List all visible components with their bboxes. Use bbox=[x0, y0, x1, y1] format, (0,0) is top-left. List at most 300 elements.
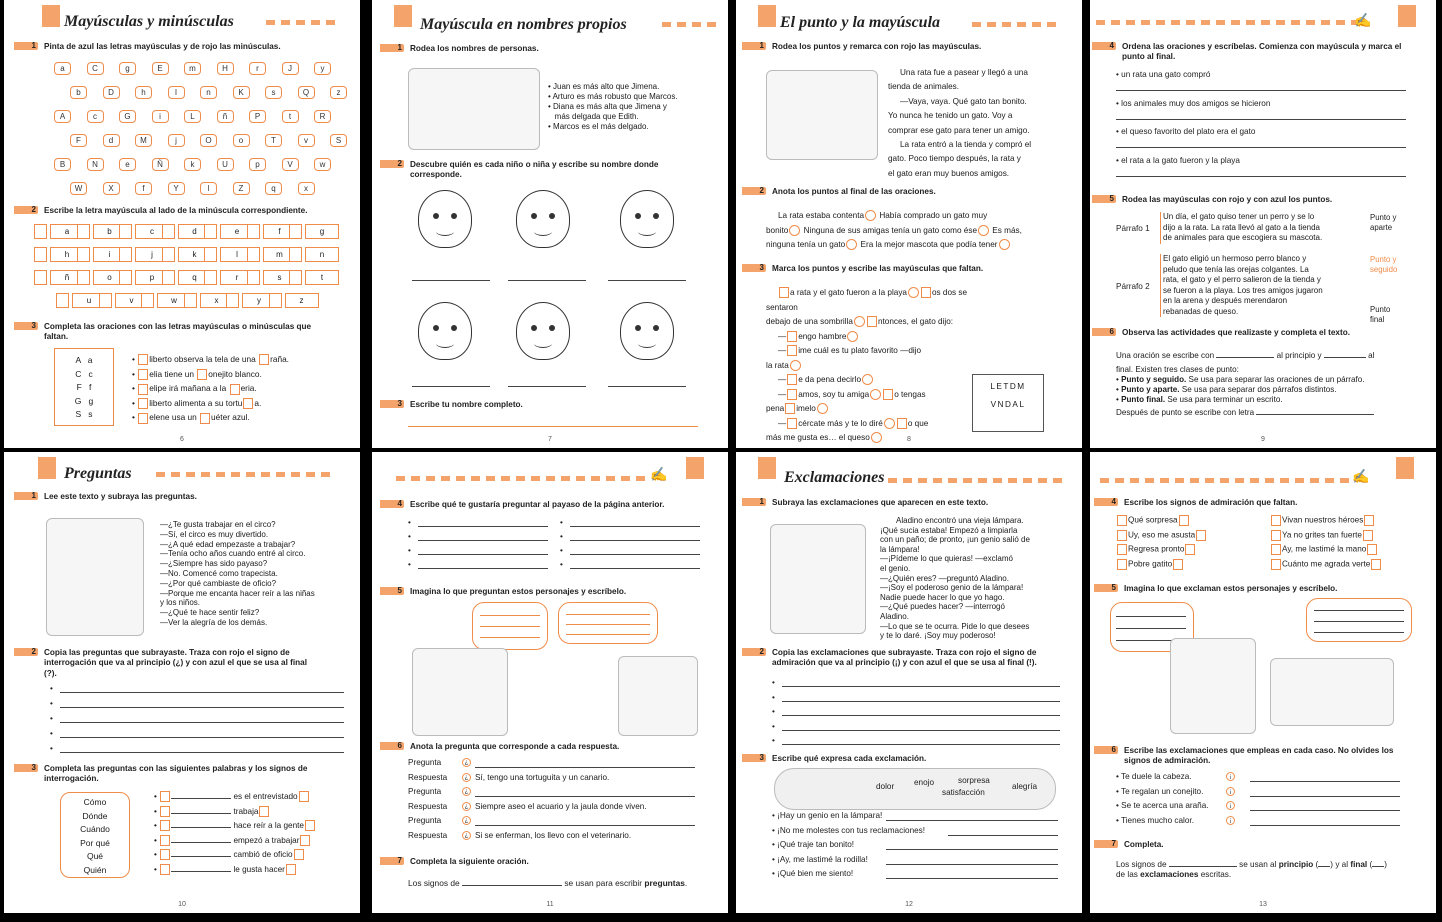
title-band bbox=[42, 5, 60, 27]
boy-icecream-illustration bbox=[1170, 638, 1256, 734]
answer-line[interactable] bbox=[1250, 810, 1400, 811]
letter-hexagon[interactable]: M bbox=[135, 134, 152, 147]
answer-line[interactable] bbox=[1250, 796, 1400, 797]
dialog-line: —Ver la alegría de los demás. bbox=[160, 617, 268, 627]
admiration-item: Vivan nuestros héroes bbox=[1270, 515, 1375, 526]
lowercase-letter-box: k bbox=[178, 247, 212, 262]
bubble-line[interactable] bbox=[480, 626, 540, 627]
uppercase-answer-box[interactable] bbox=[204, 270, 217, 285]
word-option: Cuándo bbox=[80, 824, 110, 834]
question-line[interactable] bbox=[418, 526, 548, 527]
lowercase-letter-box: r bbox=[220, 270, 254, 285]
letter-hexagon[interactable]: P bbox=[249, 110, 266, 123]
question-7: 7 Completa. bbox=[1094, 840, 1164, 850]
bubble-line[interactable] bbox=[566, 624, 650, 625]
letter-hexagon[interactable]: N bbox=[87, 158, 104, 171]
question-3: 3 Marca los puntos y escribe las mayúsculas que faltan. bbox=[742, 264, 983, 274]
answer-line[interactable] bbox=[1116, 147, 1406, 148]
uppercase-answer-box[interactable] bbox=[204, 224, 217, 239]
answer-line[interactable] bbox=[60, 752, 344, 753]
dialog-line: —¿Te gusta trabajar en el circo? bbox=[160, 520, 276, 529]
question-3: 3 Escribe tu nombre completo. bbox=[380, 400, 523, 410]
uppercase-answer-box[interactable] bbox=[184, 293, 197, 308]
bullet: • bbox=[772, 678, 775, 687]
letter-hexagon[interactable]: ñ bbox=[217, 110, 234, 123]
answer-line[interactable] bbox=[782, 701, 1060, 702]
story-line: la lámpara! bbox=[880, 544, 920, 554]
sign-box[interactable] bbox=[160, 864, 170, 875]
uppercase-answer-box[interactable] bbox=[99, 293, 112, 308]
story-line: Aladino. bbox=[880, 611, 909, 621]
sign-box[interactable] bbox=[1117, 515, 1127, 526]
story-line: —Lo que se te ocurra. Pide lo que desees bbox=[880, 621, 1030, 631]
sign-box[interactable] bbox=[1271, 515, 1281, 526]
face-2 bbox=[516, 190, 570, 248]
sign-box[interactable] bbox=[160, 835, 170, 846]
letter-hexagon[interactable]: j bbox=[168, 134, 185, 147]
story-line: tienda de animales. bbox=[888, 82, 960, 92]
word-option: Quién bbox=[83, 864, 107, 875]
uppercase-answer-box[interactable] bbox=[77, 247, 90, 262]
sentence-item: • elia tiene un onejito blanco. bbox=[132, 368, 262, 379]
story-text bbox=[888, 66, 1031, 181]
sign-box[interactable] bbox=[259, 806, 269, 817]
case-item: • Te regalan un conejito. bbox=[1116, 786, 1204, 796]
letter-hexagon[interactable]: c bbox=[87, 110, 104, 123]
lowercase-letter-box: s bbox=[263, 270, 297, 285]
letter-hexagon[interactable]: o bbox=[233, 134, 250, 147]
admiration-item: Qué sorpresa bbox=[1116, 515, 1190, 526]
complete-sentences bbox=[132, 352, 352, 425]
speech-bubble-right bbox=[558, 602, 658, 644]
dialog-line: —No. Comencé como trapecista. bbox=[160, 568, 278, 578]
answer-box[interactable] bbox=[200, 413, 210, 424]
uppercase-answer-box[interactable] bbox=[289, 224, 302, 239]
letter-hexagon[interactable]: K bbox=[233, 86, 250, 99]
lowercase-letter-box: x bbox=[200, 293, 234, 308]
bullet: • bbox=[560, 560, 563, 569]
admiration-item: Ay, me lastimé la mano bbox=[1270, 544, 1378, 555]
sign-box[interactable] bbox=[1179, 515, 1189, 526]
paragraph-1-text bbox=[1160, 212, 1360, 244]
question-6: 6 Observa las actividades que realizaste y completa el texto. bbox=[1092, 328, 1350, 338]
exclamation-item: • ¡Qué bien me siento! bbox=[772, 869, 854, 878]
page-title: Mayúscula en nombres propios bbox=[420, 16, 627, 33]
page-number: 12 bbox=[905, 901, 913, 909]
letter-hexagon[interactable]: E bbox=[152, 62, 169, 75]
bullet: • bbox=[408, 532, 411, 541]
letter-hexagon[interactable]: z bbox=[330, 86, 347, 99]
q7-sentence: Los signos de se usan al principio ( ) y al final ( ) de las exclamaciones escritas. bbox=[1116, 860, 1387, 879]
story-line: Una rata fue a pasear y llegó a una bbox=[900, 68, 1028, 77]
question-line[interactable] bbox=[570, 540, 700, 541]
letter-hexagon[interactable]: F bbox=[70, 134, 87, 147]
sign-box[interactable] bbox=[1117, 559, 1127, 570]
page-number: 13 bbox=[1259, 901, 1267, 909]
name-bullet: • Arturo es más robusto que Marcos. bbox=[548, 92, 678, 101]
exclamation-item: • ¡Ay, me lastimé la rodilla! bbox=[772, 854, 868, 864]
answer-row: Respuesta ¿ Siempre aseo el acuario y la jaula donde viven. bbox=[408, 801, 647, 811]
letter-hexagon[interactable]: e bbox=[119, 158, 136, 171]
question-item: • cambió de oficio bbox=[154, 848, 354, 863]
letter-hexagon[interactable]: h bbox=[135, 86, 152, 99]
letter-hexagon[interactable]: R bbox=[314, 110, 331, 123]
answer-line[interactable] bbox=[60, 737, 344, 738]
answer-line[interactable] bbox=[60, 707, 344, 708]
letter-hexagon[interactable]: A bbox=[54, 110, 71, 123]
question-1: 1 Lee este texto y subraya las preguntas. bbox=[14, 492, 197, 502]
word-option: Dónde bbox=[82, 810, 108, 821]
uppercase-answer-box[interactable] bbox=[247, 270, 260, 285]
clown-illustration bbox=[46, 518, 144, 636]
paragraph-2-text bbox=[1160, 254, 1360, 317]
story-line: Nadie puede hacer lo que yo hago. bbox=[880, 592, 1005, 602]
letter-hexagon[interactable]: s bbox=[265, 86, 282, 99]
order-item: • un rata una gato compró bbox=[1116, 70, 1211, 79]
sign-box[interactable] bbox=[1363, 530, 1373, 541]
sign-box[interactable] bbox=[1117, 544, 1127, 555]
letter-hexagon[interactable]: m bbox=[184, 62, 201, 75]
paragraph-line: de animales para que escogiera su mascota. bbox=[1163, 233, 1323, 242]
dialog-line: —Tenía ocho años cuando entré al circo. bbox=[160, 549, 306, 559]
letter-hexagon[interactable]: U bbox=[217, 158, 234, 171]
sign-box[interactable] bbox=[160, 849, 170, 860]
sign-box[interactable] bbox=[1271, 544, 1281, 555]
lowercase-letter-box: v bbox=[115, 293, 149, 308]
paragraph-line: peludo que tenía las orejas colgantes. La bbox=[1163, 264, 1309, 274]
answer-line[interactable] bbox=[886, 878, 1058, 879]
sign-box[interactable] bbox=[299, 791, 309, 802]
point-definition: • Punto y aparte. Se usa para separar dos párrafos distintos. bbox=[1116, 385, 1337, 394]
bullet: • bbox=[50, 699, 53, 708]
answer-line[interactable] bbox=[886, 820, 1058, 821]
feeling-alegria: alegría bbox=[1012, 782, 1038, 791]
letter-hexagon[interactable]: L bbox=[184, 110, 201, 123]
admiration-item: Cuánto me agrada verte bbox=[1270, 559, 1382, 570]
lowercase-letter-box: l bbox=[220, 247, 254, 262]
answer-box[interactable] bbox=[138, 413, 148, 424]
story-line: —¿Quién eres? —preguntó Aladino. bbox=[880, 573, 1009, 583]
letter-hexagon[interactable]: B bbox=[54, 158, 71, 171]
page-number: 9 bbox=[1261, 436, 1265, 444]
pencil-icon: ✍ bbox=[1352, 468, 1370, 484]
sentence-item: • elipe irá mañana a la eria. bbox=[132, 383, 257, 394]
sentence-item: • elene usa un uéter azul. bbox=[132, 412, 250, 423]
question-1: 1 Subraya las exclamaciones que aparecen en este texto. bbox=[742, 498, 988, 508]
letter-hexagon[interactable]: d bbox=[103, 134, 120, 147]
letter-pairs-box bbox=[54, 348, 114, 426]
sign-box[interactable] bbox=[160, 791, 170, 802]
uppercase-answer-box[interactable] bbox=[34, 224, 47, 239]
letter-hexagon[interactable]: w bbox=[314, 158, 331, 171]
title-dashes bbox=[888, 478, 1062, 483]
label-punto-seguido: Punto y seguido bbox=[1370, 255, 1398, 274]
sign-box[interactable] bbox=[1173, 559, 1183, 570]
story-line: el gato eran muy buenos amigos. bbox=[888, 168, 1010, 178]
paragraph-line: dijo a la rata. La rata llevó al gato a la tienda bbox=[1163, 222, 1320, 232]
uppercase-answer-box[interactable] bbox=[247, 247, 260, 262]
letter-hexagon[interactable]: Q bbox=[298, 86, 315, 99]
answer-line[interactable] bbox=[1250, 781, 1400, 782]
lowercase-letter-box: e bbox=[220, 224, 254, 239]
lowercase-letter-box: ñ bbox=[50, 270, 84, 285]
sign-box[interactable] bbox=[286, 864, 296, 875]
admiration-item: Ya no grites tan fuerte bbox=[1270, 530, 1374, 541]
answer-line[interactable] bbox=[60, 722, 344, 723]
bubble-line[interactable] bbox=[480, 615, 540, 616]
letter-hexagon[interactable]: g bbox=[119, 62, 136, 75]
sign-box[interactable] bbox=[1271, 559, 1281, 570]
sign-box[interactable] bbox=[1371, 559, 1381, 570]
answer-line[interactable] bbox=[1116, 90, 1406, 91]
answer-line[interactable] bbox=[1116, 176, 1406, 177]
rat-illustration bbox=[766, 70, 878, 160]
title-band bbox=[758, 5, 776, 27]
uppercase-answer-box[interactable] bbox=[247, 224, 260, 239]
question-item: • es el entrevistado bbox=[154, 790, 354, 805]
uppercase-answer-box[interactable] bbox=[204, 247, 217, 262]
uppercase-answer-box[interactable] bbox=[162, 270, 175, 285]
answer-line[interactable] bbox=[886, 864, 1058, 865]
letter-hexagon[interactable]: Ñ bbox=[152, 158, 169, 171]
story-line: el genio. bbox=[880, 563, 911, 573]
letter-hexagon[interactable]: x bbox=[298, 182, 315, 195]
uppercase-answer-box[interactable] bbox=[289, 247, 302, 262]
letter-hexagon[interactable]: l bbox=[200, 182, 217, 195]
sign-box[interactable] bbox=[1367, 544, 1377, 555]
point-definition: • Punto final. Se usa para terminar un escrito. bbox=[1116, 395, 1283, 404]
bubble-line[interactable] bbox=[1314, 610, 1404, 611]
face-6 bbox=[620, 302, 674, 360]
letter-hexagon[interactable]: Y bbox=[168, 182, 185, 195]
question-line[interactable] bbox=[570, 554, 700, 555]
letter-hexagon[interactable]: r bbox=[249, 62, 266, 75]
bullet: • bbox=[408, 546, 411, 555]
feeling-sorpresa: sorpresa bbox=[958, 776, 990, 785]
question-line[interactable] bbox=[418, 568, 548, 569]
letter-hexagon[interactable]: b bbox=[70, 86, 87, 99]
question-2: 2 Copia las preguntas que subrayaste. Traza con rojo el signo de interrogación que va al principio (¿) y con azul el que se usa al final (?). bbox=[14, 648, 314, 679]
question-line[interactable] bbox=[570, 568, 700, 569]
bullet: • bbox=[772, 721, 775, 731]
bullet: • bbox=[50, 684, 53, 693]
bubble-line[interactable] bbox=[1314, 621, 1404, 622]
page-8 bbox=[736, 0, 1082, 448]
question-row[interactable]: Pregunta ¿ bbox=[408, 816, 708, 826]
letter-hexagon[interactable]: X bbox=[103, 182, 120, 195]
uppercase-answer-box[interactable] bbox=[141, 293, 154, 308]
bubble-line[interactable] bbox=[566, 614, 650, 615]
answer-box[interactable] bbox=[197, 369, 207, 380]
lowercase-letter-box: b bbox=[93, 224, 127, 239]
uppercase-answer-box[interactable] bbox=[289, 270, 302, 285]
letter-hexagon[interactable]: J bbox=[282, 62, 299, 75]
uppercase-answer-box[interactable] bbox=[119, 224, 132, 239]
letter-hexagon[interactable]: v bbox=[298, 134, 315, 147]
letter-hexagon[interactable]: Z bbox=[233, 182, 250, 195]
letter-hexagon[interactable]: V bbox=[282, 158, 299, 171]
letter-hexagon[interactable]: I bbox=[168, 86, 185, 99]
sign-symbol: ¡ bbox=[1222, 787, 1239, 797]
lowercase-letter-box: p bbox=[135, 270, 169, 285]
question-line[interactable] bbox=[418, 540, 548, 541]
paragraph-line: Un día, el gato quiso tener un perro y se lo bbox=[1163, 212, 1315, 221]
answer-box[interactable] bbox=[138, 384, 148, 395]
sign-symbol: ¡ bbox=[1222, 772, 1239, 782]
dialog-line: —¿A qué edad empezaste a trabajar? bbox=[160, 539, 296, 549]
story-line: gato. Poco tiempo después, la rata y bbox=[888, 154, 1021, 164]
q3-text: a rata y el gato fueron a la playa os dos se sentaron debajo de una sombrilla ntonces, el gato dijo: — engo hambre — ime cuál es tu plato favorito —dijo la rata — e da pena decirlo — amos, soy tu amiga o tengas pena imelo — cércate más y te lo diré o que más me gusta es… el queso bbox=[766, 288, 968, 442]
uppercase-answer-box[interactable] bbox=[162, 247, 175, 262]
sign-box[interactable] bbox=[160, 806, 170, 817]
bullet: • bbox=[772, 736, 775, 745]
letter-hexagon[interactable]: G bbox=[119, 110, 136, 123]
story-line: comprar ese gato para tener un amigo. bbox=[888, 125, 1030, 135]
sign-box[interactable] bbox=[305, 820, 315, 831]
answer-line[interactable] bbox=[782, 744, 1060, 745]
letter-hexagon[interactable]: C bbox=[87, 62, 104, 75]
page-12 bbox=[736, 452, 1082, 913]
answer-box[interactable] bbox=[138, 398, 148, 409]
lowercase-letter-box: a bbox=[50, 224, 84, 239]
genie-illustration bbox=[770, 524, 866, 634]
bullet: • bbox=[560, 546, 563, 555]
letter-pair: C c bbox=[75, 368, 93, 379]
sign-box[interactable] bbox=[160, 820, 170, 831]
story-line: y te lo daré. ¡Soy muy poderoso! bbox=[880, 631, 996, 641]
answer-line[interactable] bbox=[782, 686, 1060, 687]
letter-hexagon[interactable]: D bbox=[103, 86, 120, 99]
sign-symbol: ¡ bbox=[1222, 801, 1239, 811]
uppercase-answer-box[interactable] bbox=[269, 293, 282, 308]
uppercase-answer-box[interactable] bbox=[34, 247, 47, 262]
letter-hexagon[interactable]: q bbox=[265, 182, 282, 195]
bullet: • bbox=[408, 560, 411, 569]
answer-line[interactable] bbox=[1250, 825, 1400, 826]
sign-box[interactable] bbox=[1364, 515, 1374, 526]
bubble-line[interactable] bbox=[480, 637, 540, 638]
sign-box[interactable] bbox=[294, 849, 304, 860]
question-row[interactable]: Pregunta ¿ bbox=[408, 787, 708, 797]
uppercase-answer-box[interactable] bbox=[34, 270, 47, 285]
letter-hexagon[interactable]: H bbox=[217, 62, 234, 75]
sign-box[interactable] bbox=[1196, 530, 1206, 541]
page-number: 7 bbox=[548, 436, 552, 444]
title-dashes bbox=[972, 22, 1056, 27]
answer-line[interactable] bbox=[60, 692, 344, 693]
bubble-line[interactable] bbox=[1314, 632, 1404, 633]
story-line: —Vaya, vaya. Qué gato tan bonito. bbox=[900, 96, 1027, 106]
question-line[interactable] bbox=[570, 526, 700, 527]
name-bullet: más delgada que Edith. bbox=[554, 112, 639, 121]
letter-pair: S s bbox=[75, 409, 93, 419]
answer-box[interactable] bbox=[138, 369, 148, 380]
order-item: • el rata a la gato fueron y la playa bbox=[1116, 155, 1240, 165]
letter-hexagon[interactable]: T bbox=[265, 134, 282, 147]
letter-hexagon[interactable]: i bbox=[152, 110, 169, 123]
uppercase-answer-box[interactable] bbox=[77, 270, 90, 285]
title-dashes bbox=[1096, 20, 1360, 25]
letters-sign: LETDM VNDAL bbox=[972, 374, 1044, 432]
case-item: • Te duele la cabeza. bbox=[1116, 772, 1192, 781]
question-1: 1 Rodea los nombres de personas. bbox=[380, 44, 539, 54]
sign-box[interactable] bbox=[1117, 530, 1127, 541]
answer-line[interactable] bbox=[948, 835, 1058, 836]
sign-box[interactable] bbox=[1271, 530, 1281, 541]
exclamation-item: • ¡No me molestes con tus reclamaciones! bbox=[772, 825, 926, 835]
letter-hexagon[interactable]: n bbox=[200, 86, 217, 99]
answer-line[interactable] bbox=[886, 849, 1058, 850]
question-6: 6 Anota la pregunta que corresponde a cada respuesta. bbox=[380, 742, 619, 752]
letter-hexagon[interactable]: a bbox=[54, 62, 71, 75]
letter-hexagon[interactable]: f bbox=[135, 182, 152, 195]
answer-box[interactable] bbox=[259, 354, 269, 365]
page-title: Preguntas bbox=[64, 465, 132, 482]
letter-hexagon[interactable]: k bbox=[184, 158, 201, 171]
lowercase-letter-box: j bbox=[135, 247, 169, 262]
uppercase-answer-box[interactable] bbox=[119, 270, 132, 285]
question-6: 6 Escribe las exclamaciones que empleas en cada caso. No olvides los signos de admiración. bbox=[1094, 746, 1414, 767]
paragraph-line: se fueron a la playa. Los tres amigos jugaron bbox=[1163, 285, 1323, 295]
sign-symbol: ¡ bbox=[1222, 816, 1239, 826]
title-dashes bbox=[396, 476, 645, 481]
bubble-line[interactable] bbox=[1116, 628, 1186, 629]
story-line: —¡Soy el poderoso genio de la lámpara! bbox=[880, 583, 1024, 593]
uppercase-answer-box[interactable] bbox=[56, 293, 69, 308]
bubble-line[interactable] bbox=[566, 634, 650, 635]
title-dashes bbox=[156, 472, 330, 477]
question-2: 2 Copia las exclamaciones que subrayaste. Traza con rojo el signo de admiración que va al principio (¡) y con azul el que se usa al final (!). bbox=[742, 648, 1062, 669]
story-line: ¡Qué sucia estaba! Empezó a limpiarla bbox=[880, 525, 1018, 535]
uppercase-answer-box[interactable] bbox=[77, 224, 90, 239]
answer-box[interactable] bbox=[243, 398, 253, 409]
title-band bbox=[1396, 457, 1414, 479]
story-line: —¿Qué puedes hacer? —interrogó bbox=[880, 602, 1005, 612]
complete-questions bbox=[154, 790, 354, 877]
letter-hexagon[interactable]: O bbox=[200, 134, 217, 147]
letter-hexagon[interactable]: t bbox=[282, 110, 299, 123]
story-line: Yo nunca he tenido un gato. Voy a bbox=[888, 111, 1013, 121]
uppercase-answer-box[interactable] bbox=[226, 293, 239, 308]
lowercase-letter-box: n bbox=[305, 247, 339, 262]
question-line[interactable] bbox=[418, 554, 548, 555]
lowercase-letter-box: h bbox=[50, 247, 84, 262]
question-4: 4 Escribe los signos de admiración que faltan. bbox=[1094, 498, 1297, 508]
dialog-line: y los niños. bbox=[160, 598, 201, 608]
answer-box[interactable] bbox=[138, 354, 148, 365]
uppercase-answer-box[interactable] bbox=[162, 224, 175, 239]
page-11 bbox=[372, 452, 728, 913]
answer-line[interactable] bbox=[1116, 119, 1406, 120]
sign-box[interactable] bbox=[1185, 544, 1195, 555]
sign-box[interactable] bbox=[300, 835, 310, 846]
uppercase-answer-box[interactable] bbox=[119, 247, 132, 262]
answer-line[interactable] bbox=[782, 715, 1060, 716]
letter-hexagon[interactable]: p bbox=[249, 158, 266, 171]
answer-line[interactable] bbox=[782, 730, 1060, 731]
answer-box[interactable] bbox=[230, 384, 240, 395]
lowercase-letter-box: q bbox=[178, 270, 212, 285]
full-name-line[interactable] bbox=[408, 426, 698, 427]
letter-hexagon[interactable]: S bbox=[330, 134, 347, 147]
paragraph-1-label: Párrafo 1 bbox=[1116, 224, 1150, 233]
question-row[interactable]: Pregunta ¿ bbox=[408, 758, 708, 768]
letter-hexagon[interactable]: y bbox=[314, 62, 331, 75]
letter-hexagon[interactable]: W bbox=[70, 182, 87, 195]
bubble-line[interactable] bbox=[1116, 616, 1186, 617]
lowercase-letter-box: c bbox=[135, 224, 169, 239]
admiration-item: Uy, eso me asusta bbox=[1116, 530, 1207, 541]
